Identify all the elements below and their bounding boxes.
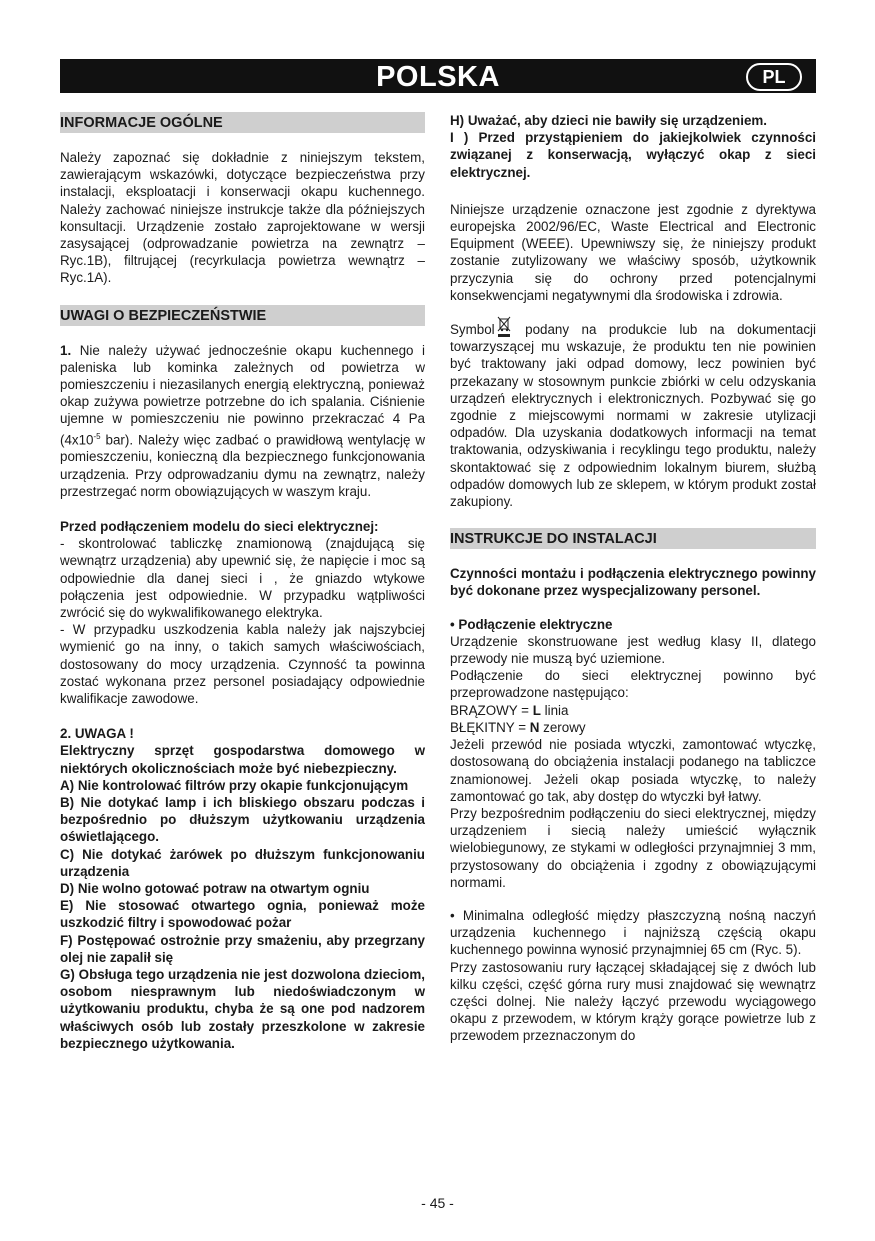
header-banner <box>60 59 816 93</box>
warning-item-b: B) Nie dotykać lamp i ich bliskiego obszaru podczas i bezpośrednio po dłuższym użytkowaniu urządzenia oświetlającego. <box>60 794 425 845</box>
warning-item-e: E) Nie stosować otwartego ognia, ponieważ może uszkodzić filtry i spowodować pożar <box>60 898 425 931</box>
right-column <box>450 112 816 1045</box>
warning-item-h: H) Uważać, aby dzieci nie bawiły się urządzeniem. <box>450 113 768 128</box>
connect-paragraph-1: - skontrolować tabliczkę znamionową (znajdującą się wewnątrz urządzenia) aby upewnić się, że napięcie i moc są odpowiednie dla danej sieci i , że gniazdo wtykowe połączenia jest odpowiednie. W przypadku wątpliwości zwrócić się do wykwalifikowanego elektryka. <box>60 536 425 620</box>
blue-wire-line: BŁĘKITNY = N zerowy <box>450 719 586 735</box>
connect-heading: Przed podłączeniem modelu do sieci elektrycznej: <box>60 518 379 534</box>
warning-item-g: G) Obsługa tego urządzenia nie jest dozwolona dzieciom, osobom niesprawnym lub niedoświadczonym w użytkowaniu produktu, chyba że są one pod nadzorem właściwych osób lub zostały przeszkolone w zakresie bezpiecznego użytkowania. <box>60 967 425 1051</box>
distance-paragraph: • Minimalna odległość między płaszczyzną nośną naczyń urządzenia kuchennego i najniższą częścią okapu kuchennego powinna wynosić przynajmniej 65 cm (Ryc. 5). <box>450 907 816 958</box>
warning-item-d: D) Nie wolno gotować potraw na otwartym ogniu <box>60 880 370 896</box>
crossed-out-wheelie-bin-icon <box>497 316 511 338</box>
section-heading-safety: UWAGI O BEZPIECZEŃSTWIE <box>60 305 425 326</box>
page-number: - 45 - <box>421 1195 454 1211</box>
electric-paragraph-2: Podłączenie do sieci elektrycznej powinno być przeprowadzone następująco: <box>450 668 816 701</box>
electric-heading: • Podłączenie elektryczne <box>450 616 613 632</box>
language-badge: PL <box>746 63 802 91</box>
warning-item-f: F) Postępować ostrożnie przy smażeniu, aby przegrzany olej nie zapalił się <box>60 932 425 965</box>
safety-paragraph: 1. Nie należy używać jednocześnie okapu kuchennego i paleniska lub kominka zależnych od powietrza w pomieszczeniu i niezasilanych energią elektryczną, ponieważ okap zużywa powietrze potrzebne do ich spalania. Ciśnienie ujemne w pomieszczeniu nie powinno przekraczać 4 Pa ($4x10^{-5}$ bar). Należy więc zadbać o prawidłową wentylację w pomieszczeniu, konieczną dla bezpiecznego funkcjonowania urządzenia. Przy odprowadzaniu dymu na zewnątrz, należy przestrzegać norm obowiązujących w waszym kraju. <box>60 342 425 499</box>
warning-title: 2. UWAGA ! <box>60 726 134 742</box>
section-heading-general: INFORMACJE OGÓLNE <box>60 112 425 133</box>
pipe-paragraph: Przy zastosowaniu rury łączącej składającej się z dwóch lub kilku części, część górna rury musi znajdować się wewnątrz części dolnej. Nie należy łączyć przewodu wyciągowego okapu z przewodem, w którym krąży gorące powietrze lub z przewodem przeznaczonym do <box>450 959 816 1044</box>
warning-item-a: A) Nie kontrolować filtrów przy okapie funkcjonującym <box>60 777 409 793</box>
brown-wire-line: BRĄZOWY = L linia <box>450 702 569 718</box>
page-title: POLSKA <box>376 61 500 93</box>
plug-paragraph: Jeżeli przewód nie posiada wtyczki, zamontować wtyczkę, dostosowaną do obciążenia instalacji podanego na tabliczce znamionowej. Jeżeli okap posiada wtyczkę, to należy zamontować go tak, aby dostęp do wtyczki był łatwy. <box>450 737 816 804</box>
general-paragraph: Należy zapoznać się dokładnie z niniejszym tekstem, zawierającym wskazówki, dotyczące bezpieczeństwa przy instalacji, eksploatacji i konserwacji okapu kuchennego. Należy zachować niniejsze instrukcje także dla późniejszych konsultacji. Urządzenie zostało zaprojektowane w wersji zasysającej (odprowadzanie powietrza na zewnątrz – Ryc.1B), filtrującej (recyrkulacja powietrza wewnątrz – Ryc.1A). <box>60 150 425 286</box>
install-intro: Czynności montażu i podłączenia elektrycznego powinny być dokonane przez wyspecjalizowany personel. <box>450 566 816 599</box>
warning-item-c: C) Nie dotykać żarówek po dłuższym funkcjonowaniu urządzenia <box>60 846 425 879</box>
connect-paragraph-2: - W przypadku uszkodzenia kabla należy jak najszybciej wymienić go na inny, o takich samych właściwościach, dostosowany do mocy urządzenia. Czynność ta powinna zostać wykonana przez personel posiadający odpowiednie kwalifikacje zawodowe. <box>60 622 425 706</box>
symbol-paragraph: Symbol podany na produkcie lub na dokumentacji towarzyszącej mu wskazuje, że produktu ten nie powinien być traktowany jaki odpad domowy, lecz powinien być przekazany w stosownym punkcie zbiórki w celu odzyskania urządzeń elektrycznych i elektronicznych. Pozbywać się go zgodnie z miejscowymi normami w zakresie utylizacji odpadów. Dla uzyskania dodatkowych informacji na temat traktowania, odzyskiwania i recyklingu tego produktu, należy skontaktować się z odpowiednim lokalnym biurem, służbą odpadów domowych lub ze sklepem, w którym produkt został zakupiony. <box>450 316 816 510</box>
warning-item-i: I ) Przed przystąpieniem do jakiejkolwiek czynności związanej z konserwacją, wyłączyć okap z sieci elektrycznej. <box>450 130 816 180</box>
section-heading-install: INSTRUKCJE DO INSTALACJI <box>450 528 816 549</box>
direct-connection-paragraph: Przy bezpośrednim podłączeniu do sieci elektrycznej, między urządzeniem i siecią należy umieścić wyłącznik wielobiegunowy, ze stykami w odległości przynajmniej 3 mm, przystosowany do obciążenia i zgodny z obowiązującymi normami. <box>450 805 816 890</box>
electric-paragraph-1: Urządzenie skonstruowane jest według klasy II, dlatego przewody nie muszą być uziemione. <box>450 633 816 667</box>
weee-paragraph: Niniejsze urządzenie oznaczone jest zgodnie z dyrektywa europejska 2002/96/EC, Waste Electrical and Electronic Equipment (WEEE). Upewniwszy się, że niniejszy produkt zostanie zutylizowany we właściwy sposób, użytkownik przyczynia się do ochrony przed potencjalnymi konsekwencjami negatywnymi dla środowiska i zdrowia. <box>450 201 816 303</box>
warning-intro: Elektryczny sprzęt gospodarstwa domowego w niektórych okolicznościach może być niebezpieczny. <box>60 743 425 776</box>
left-column <box>60 112 425 1052</box>
